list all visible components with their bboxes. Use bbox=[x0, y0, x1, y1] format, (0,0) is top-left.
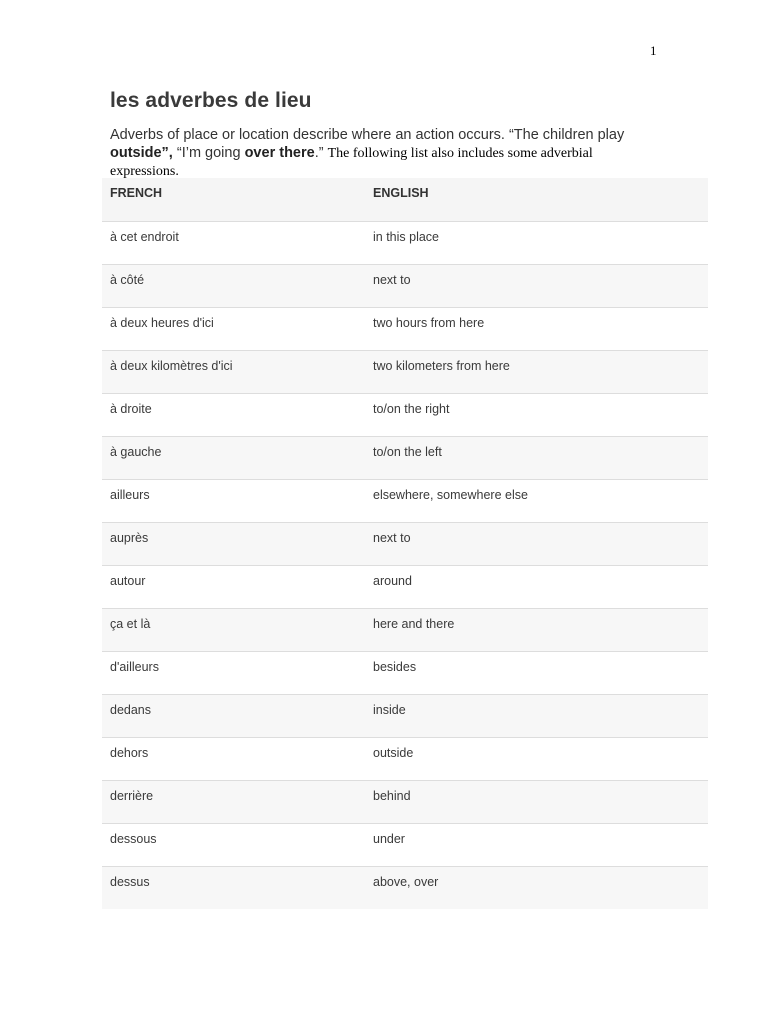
english-cell: two kilometers from here bbox=[373, 358, 510, 373]
intro-text-2: “I’m going bbox=[172, 145, 245, 161]
table-row bbox=[102, 393, 708, 436]
french-cell: dessous bbox=[110, 831, 157, 846]
table-row bbox=[102, 694, 708, 737]
english-cell: in this place bbox=[373, 229, 440, 244]
english-cell: around bbox=[373, 573, 412, 588]
table-row bbox=[102, 264, 708, 307]
english-cell: here and there bbox=[373, 616, 455, 631]
table-row bbox=[102, 651, 708, 694]
intro-paragraph bbox=[110, 126, 650, 180]
french-cell: à deux heures d'ici bbox=[110, 315, 214, 330]
english-cell: to/on the left bbox=[373, 444, 442, 459]
intro-serif-text: The following list also includes some adverbial expressions. bbox=[110, 146, 593, 179]
english-cell: above, over bbox=[373, 874, 439, 889]
french-cell: à deux kilomètres d'ici bbox=[110, 358, 233, 373]
french-cell: dedans bbox=[110, 702, 152, 717]
english-cell: next to bbox=[373, 530, 411, 545]
intro-bold-outside: outside”, bbox=[110, 145, 173, 161]
english-cell: next to bbox=[373, 272, 411, 287]
french-cell: à droite bbox=[110, 401, 152, 416]
french-cell: à cet endroit bbox=[110, 229, 179, 244]
english-cell: to/on the right bbox=[373, 401, 450, 416]
english-cell: outside bbox=[373, 745, 414, 760]
table-row bbox=[102, 522, 708, 565]
table-row bbox=[102, 221, 708, 264]
french-cell: ça et là bbox=[110, 616, 151, 631]
page-title: les adverbes de lieu bbox=[110, 89, 312, 112]
table-row bbox=[102, 780, 708, 823]
table-body bbox=[102, 221, 708, 909]
french-cell: auprès bbox=[110, 530, 149, 545]
table-row bbox=[102, 737, 708, 780]
french-cell: autour bbox=[110, 573, 146, 588]
table-row bbox=[102, 866, 708, 909]
column-header-english: ENGLISH bbox=[373, 186, 429, 200]
french-cell: d'ailleurs bbox=[110, 659, 159, 674]
french-cell: derrière bbox=[110, 788, 154, 803]
column-header-french: FRENCH bbox=[110, 186, 163, 200]
french-cell: dehors bbox=[110, 745, 149, 760]
english-cell: behind bbox=[373, 788, 411, 803]
table-row bbox=[102, 307, 708, 350]
french-cell: dessus bbox=[110, 874, 150, 889]
english-cell: elsewhere, somewhere else bbox=[373, 487, 528, 502]
page-number: 1 bbox=[650, 43, 657, 58]
english-cell: besides bbox=[373, 659, 417, 674]
intro-bold-over-there: over there bbox=[244, 145, 315, 161]
table-header-row bbox=[102, 178, 708, 221]
english-cell: under bbox=[373, 831, 405, 846]
french-cell: à gauche bbox=[110, 444, 162, 459]
table-row bbox=[102, 350, 708, 393]
table-row bbox=[102, 436, 708, 479]
table-row bbox=[102, 608, 708, 651]
english-cell: inside bbox=[373, 702, 406, 717]
table-row bbox=[102, 565, 708, 608]
french-cell: à côté bbox=[110, 272, 145, 287]
table-row bbox=[102, 479, 708, 522]
intro-text-1: Adverbs of place or location describe where an action occurs. “The children play bbox=[110, 127, 625, 143]
intro-text-3: .” bbox=[314, 145, 328, 161]
french-cell: ailleurs bbox=[110, 487, 150, 502]
vocabulary-table bbox=[102, 178, 708, 909]
table-row bbox=[102, 823, 708, 866]
english-cell: two hours from here bbox=[373, 315, 485, 330]
